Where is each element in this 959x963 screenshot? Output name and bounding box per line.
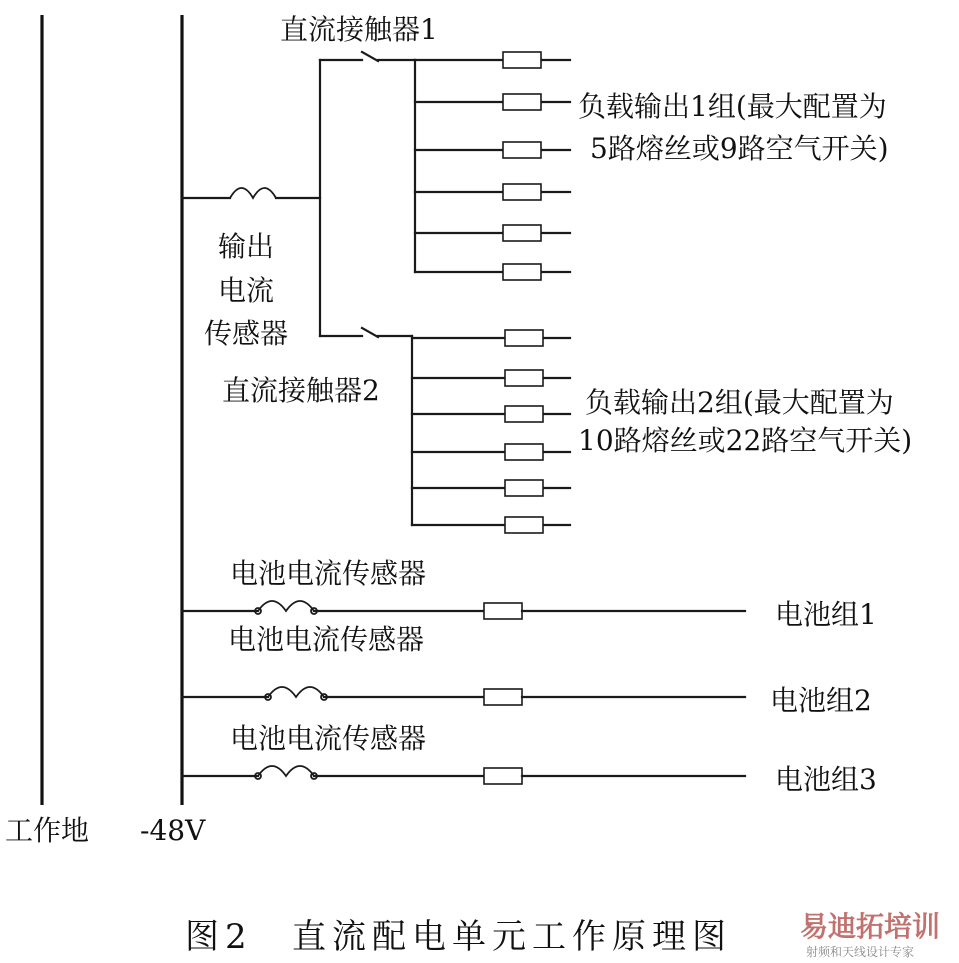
battery-fuse-3 xyxy=(484,768,522,784)
load-group-1-fuse-4 xyxy=(503,184,541,200)
battery-sensor-label-1: 电池电流传感器 xyxy=(230,557,427,590)
battery-fuse-1 xyxy=(484,603,522,619)
load-group-2-fuse-5 xyxy=(505,480,543,496)
load-group-2-fuse-4 xyxy=(505,444,543,460)
load-group-1-line2: 5路熔丝或9路空气开关) xyxy=(590,132,889,165)
battery-current-sensor-1 xyxy=(258,601,314,611)
watermark-brand: 易迪拓培训 xyxy=(800,910,941,943)
battery-label-1: 电池组1 xyxy=(775,598,877,631)
ground-label: 工作地 xyxy=(5,814,90,847)
contactor-1-blade xyxy=(362,52,378,61)
battery-label-3: 电池组3 xyxy=(775,763,877,796)
battery-sensor-label-3: 电池电流传感器 xyxy=(230,722,427,755)
negative-bus-label: -48V xyxy=(140,814,206,847)
labels-layer xyxy=(5,13,940,959)
load-group-2-fuse-2 xyxy=(505,370,543,386)
load-group-2-line1: 负载输出2组(最大配置为 xyxy=(585,386,894,419)
contactor-2-label: 直流接触器2 xyxy=(222,374,380,407)
figure-number: 图2 xyxy=(185,917,253,957)
battery-current-sensor-3 xyxy=(258,766,314,776)
load-group-1-fuse-6 xyxy=(503,264,541,280)
load-group-2-fuse-3 xyxy=(505,406,543,422)
load-group-1-fuse-5 xyxy=(503,225,541,241)
load-group-2-fuse-1 xyxy=(505,330,543,346)
figure-caption: 直流配电单元工作原理图 xyxy=(292,917,732,957)
battery-current-sensor-2 xyxy=(268,687,324,697)
contactor-1-label: 直流接触器1 xyxy=(280,13,438,46)
load-group-1-line1: 负载输出1组(最大配置为 xyxy=(578,90,887,123)
output-sensor-label-line2: 电流 xyxy=(218,274,275,307)
load-group-1-fuse-1 xyxy=(503,52,541,68)
watermark-tagline: 射频和天线设计专家 xyxy=(806,945,915,959)
output-current-sensor xyxy=(230,188,276,198)
load-group-1-fuse-3 xyxy=(503,142,541,158)
battery-sensor-label-2: 电池电流传感器 xyxy=(228,623,425,656)
load-group-1-fuse-2 xyxy=(503,94,541,110)
load-group-2-fuse-6 xyxy=(505,517,543,533)
output-sensor-label-line3: 传感器 xyxy=(204,317,289,350)
battery-fuse-2 xyxy=(484,689,522,705)
battery-label-2: 电池组2 xyxy=(770,684,872,717)
output-sensor-label-line1: 输出 xyxy=(218,230,275,263)
contactor-2-blade xyxy=(362,328,378,337)
load-group-2-line2: 10路熔丝或22路空气开关) xyxy=(578,424,913,457)
